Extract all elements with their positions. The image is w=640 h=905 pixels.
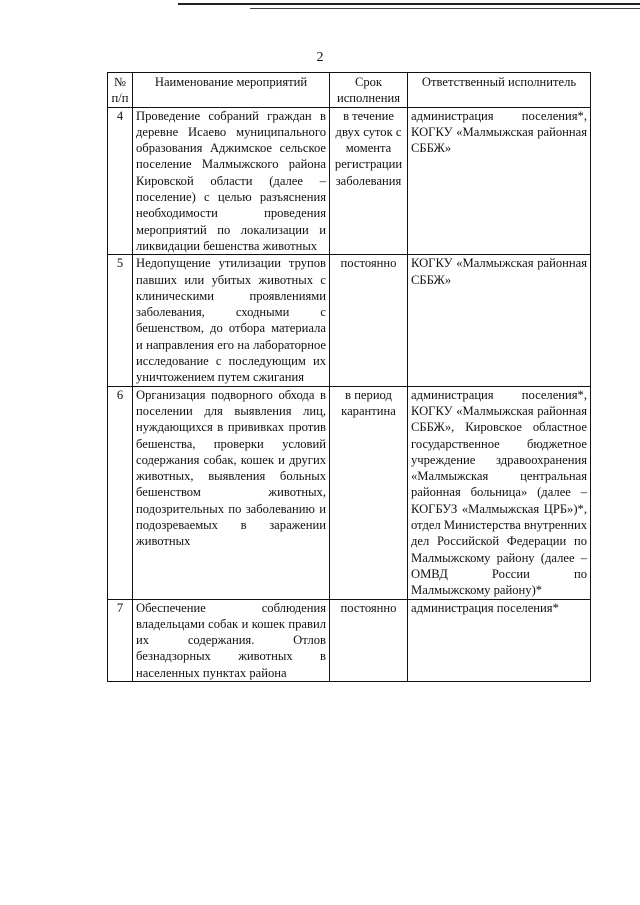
responsible-cell: администрация поселения*, КОГКУ «Малмыжская районная СББЖ» — [408, 107, 591, 255]
table-row — [108, 386, 591, 599]
scan-edge-artifact — [0, 0, 640, 12]
event-cell: Проведение собраний граждан в деревне Исаево муниципального образования Аджимское сельское поселение Малмыжского района Кировской области (далее – поселение) с целью разъяснения необходимости проведения мероприятий по локализации и ликвидации бешенства животных — [133, 107, 330, 255]
responsible-cell: КОГКУ «Малмыжская районная СББЖ» — [408, 255, 591, 386]
responsible-cell: администрация поселения* — [408, 599, 591, 681]
scan-line — [250, 8, 640, 9]
scan-line — [178, 3, 640, 5]
responsible-cell: администрация поселения*, КОГКУ «Малмыжская районная СББЖ», Кировское областное государственное бюджетное учреждение здравоохранения «Малмыжская центральная районная больница» (далее – КОГБУЗ «Малмыжская ЦРБ»)*, отдел Министерства внутренних дел Российской Федерации по Малмыжскому району (далее – ОМВД России по Малмыжскому району)* — [408, 386, 591, 599]
header-deadline: Срок исполнения — [330, 73, 408, 108]
header-event: Наименование мероприятий — [133, 73, 330, 108]
measures-table — [107, 72, 591, 682]
table-row — [108, 107, 591, 255]
deadline-cell: постоянно — [330, 255, 408, 386]
row-number: 6 — [108, 386, 133, 599]
deadline-cell: в течение двух суток с момента регистрации заболевания — [330, 107, 408, 255]
page-number: 2 — [316, 50, 324, 65]
table-header-row — [108, 73, 591, 108]
event-cell: Обеспечение соблюдения владельцами собак и кошек правил их содержания. Отлов безнадзорных животных в населенных пунктах района — [133, 599, 330, 681]
deadline-cell: постоянно — [330, 599, 408, 681]
header-num: № п/п — [108, 73, 133, 108]
row-number: 4 — [108, 107, 133, 255]
header-responsible: Ответственный исполнитель — [408, 73, 591, 108]
row-number: 5 — [108, 255, 133, 386]
deadline-cell: в период карантина — [330, 386, 408, 599]
event-cell: Организация подворного обхода в поселении для выявления лиц, нуждающихся в прививках против бешенства, проверки условий содержания собак, кошек и других животных, выявления больных бешенством животных, подозрительных по заболеванию и подозреваемых в заражении животных — [133, 386, 330, 599]
row-number: 7 — [108, 599, 133, 681]
event-cell: Недопущение утилизации трупов павших или убитых животных с клиническими проявлениями заболевания, сходными с бешенством, до отбора материала и направления его на лабораторное исследование с последующим их уничтожением путем сжигания — [133, 255, 330, 386]
table-row — [108, 255, 591, 386]
table-row — [108, 599, 591, 681]
